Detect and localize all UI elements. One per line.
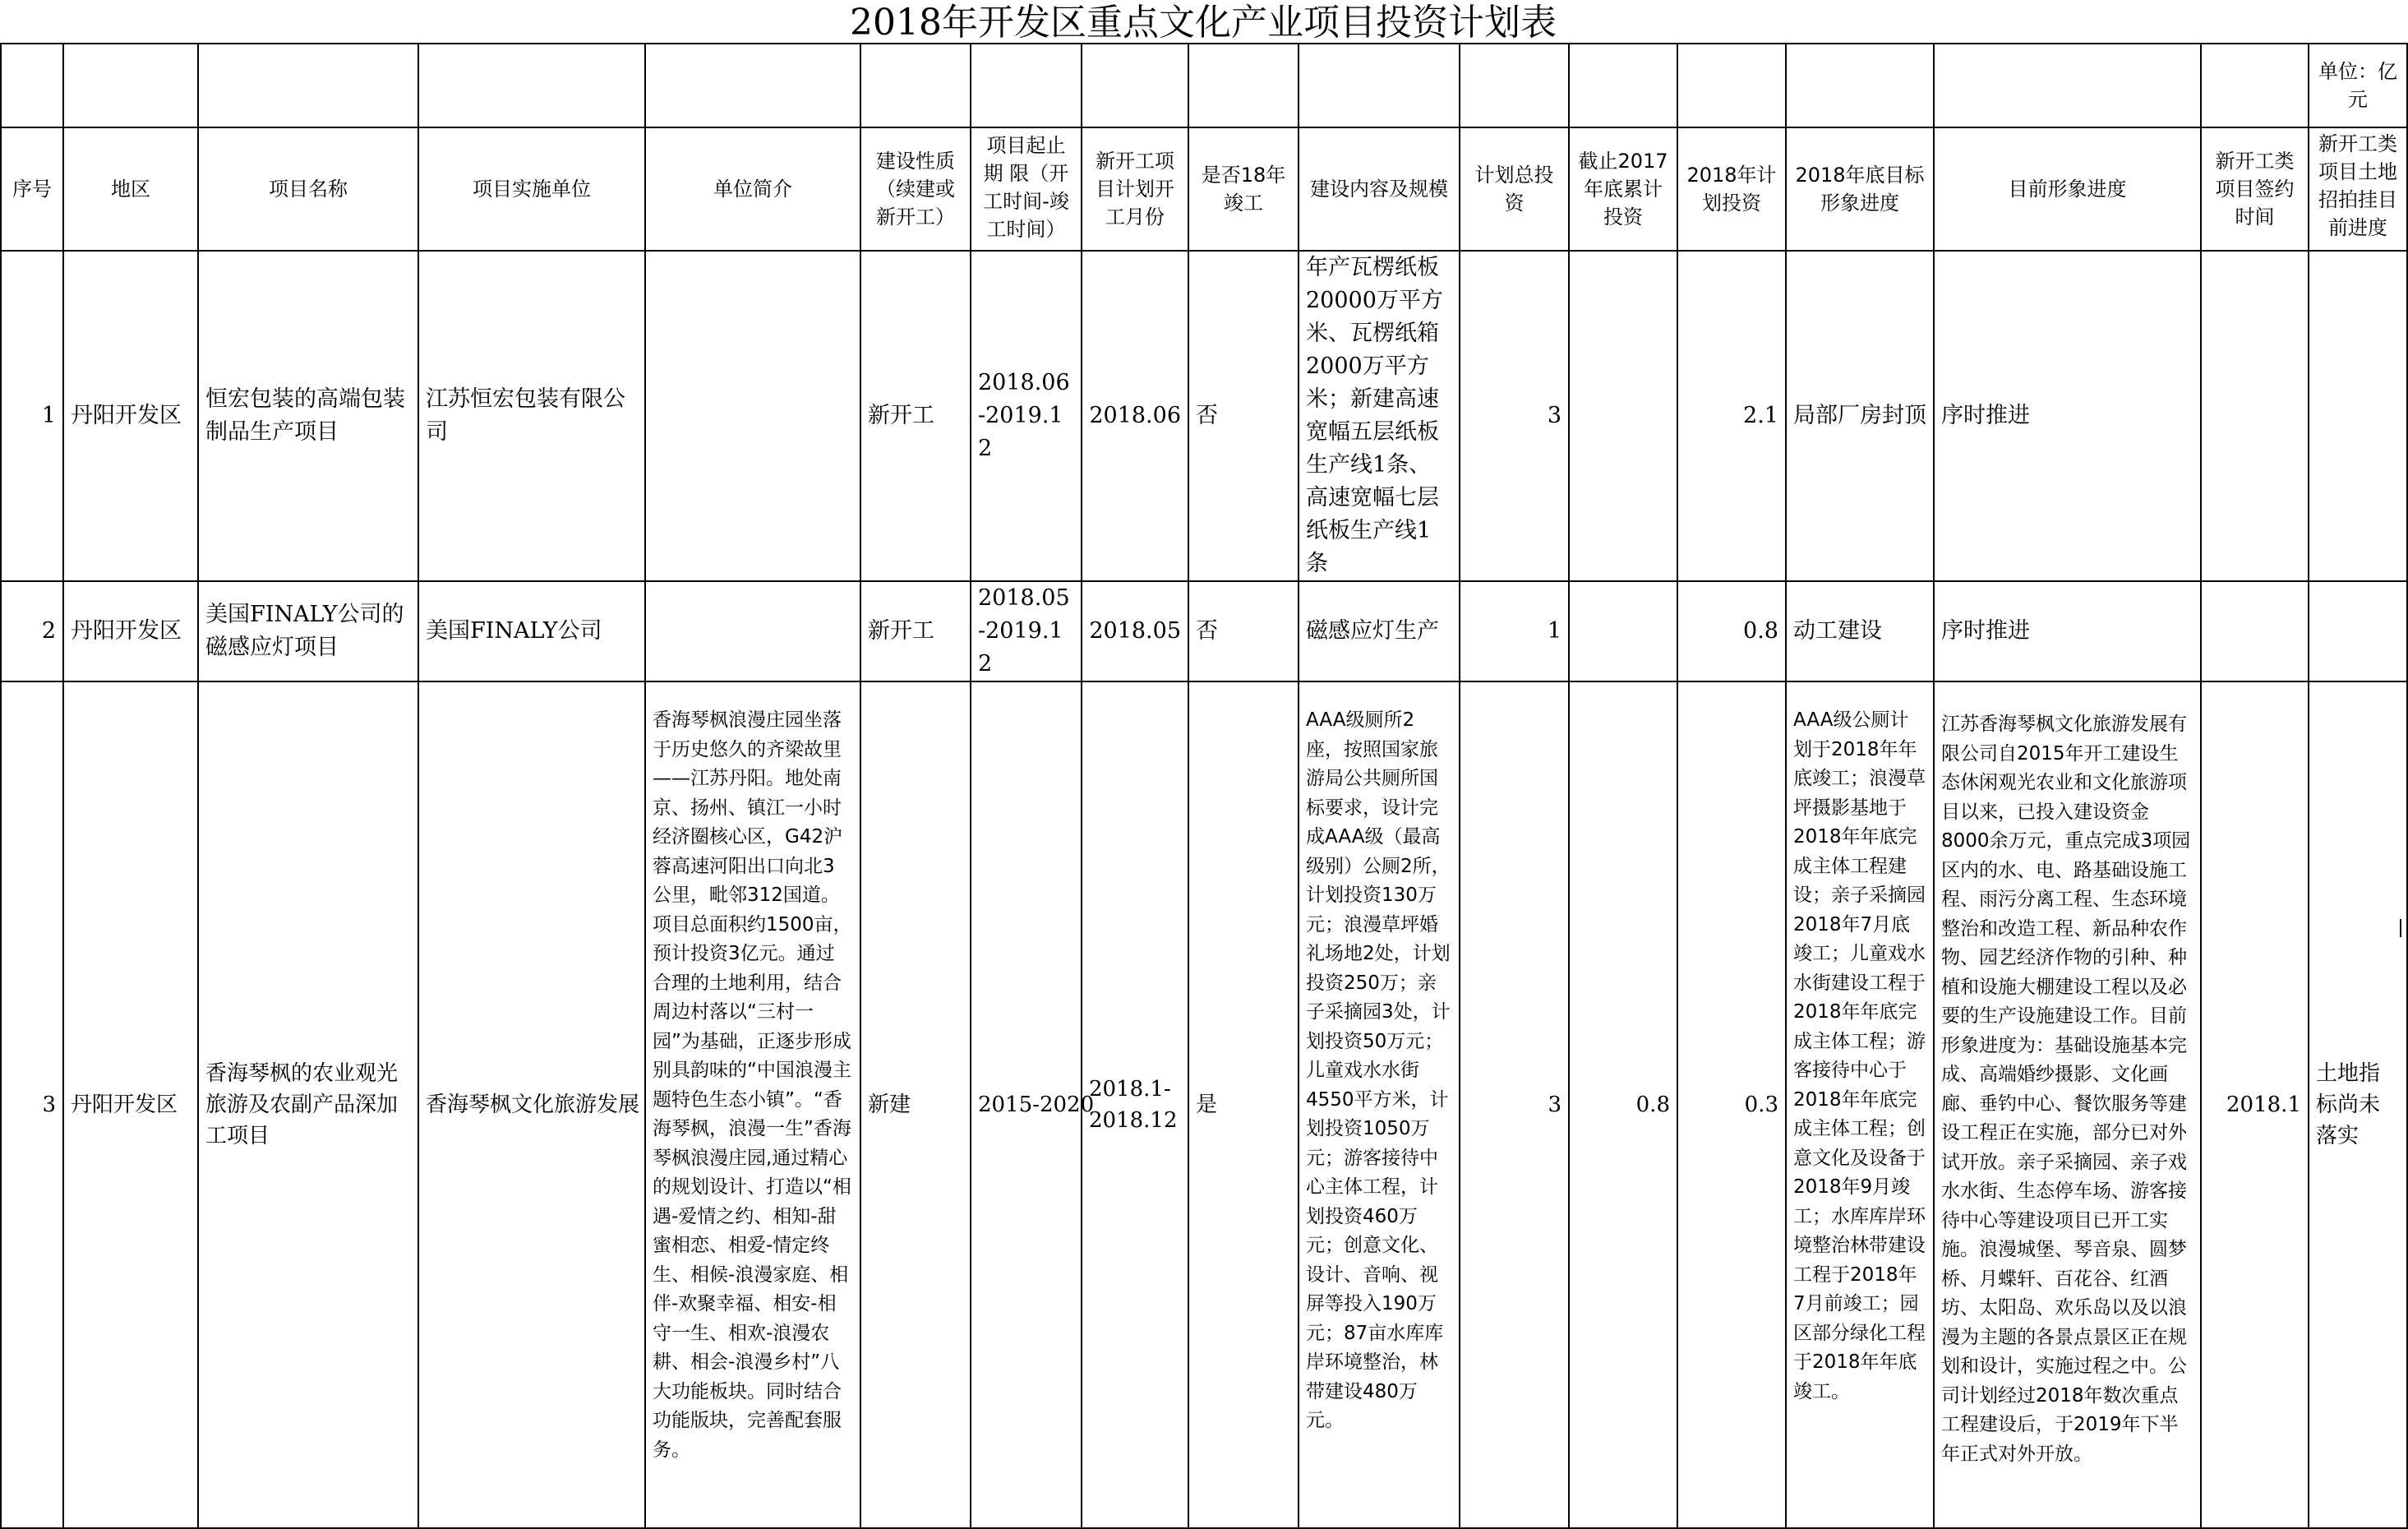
cell-project-name: 恒宏包装的高端包装制品生产项目 bbox=[198, 251, 418, 581]
cell bbox=[1299, 44, 1460, 127]
cell-target-2018 bbox=[1786, 681, 1934, 1528]
table-row bbox=[1, 251, 2407, 581]
cell-period: 2018.06-2019.12 bbox=[971, 251, 1082, 581]
cell-unit-name: 美国FINALY公司 bbox=[418, 581, 645, 681]
cell-target-2018: 动工建设 bbox=[1786, 581, 1934, 681]
cell-target-2018: 局部厂房封顶 bbox=[1786, 251, 1934, 581]
table-row bbox=[1, 581, 2407, 681]
header-period bbox=[971, 127, 1082, 251]
cell-sign-time: 2018.1 bbox=[2201, 681, 2309, 1528]
cell-period: 2018.05-2019.12 bbox=[971, 581, 1082, 681]
header-sign-time: 新开工类项目签约时间 bbox=[2201, 127, 2309, 251]
cell-plan-2018: 0.3 bbox=[1677, 681, 1786, 1528]
cell-plan-2018: 2.1 bbox=[1677, 251, 1786, 581]
header-complete-2018: 是否18年竣工 bbox=[1188, 127, 1299, 251]
cell bbox=[1460, 44, 1569, 127]
cell-project-name: 香海琴枫的农业观光旅游及农副产品深加工项目 bbox=[198, 681, 418, 1528]
cell-project-name: 美国FINALY公司的磁感应灯项目 bbox=[198, 581, 418, 681]
cell-complete-2018: 是 bbox=[1188, 681, 1299, 1528]
cell-total-invest: 3 bbox=[1460, 681, 1569, 1528]
cell-start-month: 2018.06 bbox=[1082, 251, 1188, 581]
cell-plan-2018: 0.8 bbox=[1677, 581, 1786, 681]
header-seq: 序号 bbox=[1, 127, 63, 251]
cell-unit-intro bbox=[645, 581, 860, 681]
cell-complete-2018: 否 bbox=[1188, 251, 1299, 581]
table-row bbox=[1, 681, 2407, 1528]
cell-region: 丹阳开发区 bbox=[63, 681, 198, 1528]
cell bbox=[1082, 44, 1188, 127]
header-content: 建设内容及规模 bbox=[1299, 127, 1460, 251]
cell bbox=[1, 44, 63, 127]
sheet-title: 2018年开发区重点文化产业项目投资计划表 bbox=[850, 2, 1557, 44]
cell-sign-time bbox=[2201, 251, 2309, 581]
cell-seq: 1 bbox=[1, 251, 63, 581]
cell bbox=[1569, 44, 1677, 127]
cell-complete-2018: 否 bbox=[1188, 581, 1299, 681]
cell bbox=[645, 44, 860, 127]
header-region: 地区 bbox=[63, 127, 198, 251]
cell-content-text: AAA级厕所2座，按照国家旅游局公共厕所国标要求，设计完成AAA级（最高级别）公厕2所，计划投资130万元；浪漫草坪婚礼场地2处，计划投资250万；亲子采摘园3处，计划投资50万元；儿童戏水水街4550平方米，计划投资1050万元；游客接待中心主体工程，计划投资460万元；创意文化、设计、音响、视屏等投入190万元；87亩水库库岸环境整治，林带建设480万元。 bbox=[1306, 709, 1451, 1431]
cell bbox=[198, 44, 418, 127]
unit-row bbox=[1, 44, 2407, 127]
cell-total-invest: 3 bbox=[1460, 251, 1569, 581]
cell-unit-name: 香海琴枫文化旅游发展 bbox=[418, 681, 645, 1528]
cell-start-month: 2018.05 bbox=[1082, 581, 1188, 681]
header-land-progress-text: 新开工类项目土地招拍挂目前进度 bbox=[2318, 132, 2397, 239]
cell-progress-text: 江苏香海琴枫文化旅游发展有限公司自2015年开工建设生态休闲观光农业和文化旅游项目以来，已投入建设资金8000余万元，重点完成3项园区内的水、电、路基础设施工程、雨污分离工程、生态环境整治和改造工程、新品种农作物、园艺经济作物的引种、种植和设施大棚建设工程以及必要的生产设施建设工作。目前形象进度为：基础设施基本完成、高端婚纱摄影、文化画廊、垂钓中心、餐饮服务等建设工程正在实施，部分已对外试开放。亲子采摘园、亲子戏水水街、生态停车场、游客接待中心等建设项目已开工实施。浪漫城堡、琴音泉、圆梦桥、月蝶轩、百花谷、红酒坊、太阳岛、欢乐岛以及以浪漫为主题的各景点景区正在规划和设计，实施过程之中。公司计划经过2018年数次重点工程建设后，于2019年下半年正式对外开放。 bbox=[1941, 714, 2191, 1465]
cell-cum-2017 bbox=[1569, 251, 1677, 581]
cell bbox=[860, 44, 971, 127]
header-unit-name: 项目实施单位 bbox=[418, 127, 645, 251]
cell bbox=[1188, 44, 1299, 127]
spreadsheet bbox=[0, 43, 2406, 1513]
cell-content bbox=[1299, 681, 1460, 1528]
cell-land-progress bbox=[2309, 251, 2407, 581]
cell-seq: 2 bbox=[1, 581, 63, 681]
cell-land-progress bbox=[2309, 581, 2407, 681]
cell-total-invest: 1 bbox=[1460, 581, 1569, 681]
unit-label: 单位：亿元 bbox=[2309, 44, 2407, 127]
header-period-text: 项目起止期 限（开工时间-竣工时间） bbox=[983, 134, 1069, 241]
cell-cum-2017 bbox=[1569, 581, 1677, 681]
cell-content: 磁感应灯生产 bbox=[1299, 581, 1460, 681]
cell-region: 丹阳开发区 bbox=[63, 581, 198, 681]
cell-nature: 新建 bbox=[860, 681, 971, 1528]
header-target-2018: 2018年底目标形象进度 bbox=[1786, 127, 1934, 251]
cell-target-2018-text: AAA级公厕计划于2018年年底竣工；浪漫草坪摄影基地于2018年年底完成主体工程建设；亲子采摘园2018年7月底竣工；儿童戏水水街建设工程于2018年年底完成主体工程；游客接待中心于2018年年底完成主体工程；创意文化及设备于2018年9月竣工；水库库岸环境整治林带建设工程于2018年7月前竣工；园区部分绿化工程于2018年年底竣工。 bbox=[1793, 709, 1926, 1402]
header-total-invest: 计划总投资 bbox=[1460, 127, 1569, 251]
cell-start-month: 2018.1-2018.12 bbox=[1082, 681, 1188, 1528]
cell bbox=[1786, 44, 1934, 127]
header-unit-intro: 单位简介 bbox=[645, 127, 860, 251]
header-project-name: 项目名称 bbox=[198, 127, 418, 251]
cell-content: 年产瓦楞纸板20000万平方米、瓦楞纸箱2000万平方米；新建高速宽幅五层纸板生产线1条、高速宽幅七层纸板生产线1条 bbox=[1299, 251, 1460, 581]
cell bbox=[63, 44, 198, 127]
cell-unit-name: 江苏恒宏包装有限公司 bbox=[418, 251, 645, 581]
cell-sign-time bbox=[2201, 581, 2309, 681]
cell-cum-2017: 0.8 bbox=[1569, 681, 1677, 1528]
cell bbox=[971, 44, 1082, 127]
cell bbox=[1677, 44, 1786, 127]
project-table bbox=[0, 43, 2408, 1529]
header-start-month: 新开工项目计划开工月份 bbox=[1082, 127, 1188, 251]
header-nature: 建设性质（续建或新开工） bbox=[860, 127, 971, 251]
cell-nature: 新开工 bbox=[860, 581, 971, 681]
header-cum-2017: 截止2017年底累计投资 bbox=[1569, 127, 1677, 251]
cell-unit-intro bbox=[645, 251, 860, 581]
header-row bbox=[1, 127, 2407, 251]
cell bbox=[418, 44, 645, 127]
cell-unit-intro-text: 香海琴枫浪漫庄园坐落于历史悠久的齐梁故里——江苏丹阳。地处南京、扬州、镇江一小时经济圈核心区，G42沪蓉高速河阳出口向北3公里，毗邻312国道。项目总面积约1500亩，预计投资3亿元。通过合理的土地利用，结合周边村落以“三村一园”为基础，正逐步形成别具韵味的“中国浪漫主题特色生态小镇”。“香海琴枫，浪漫一生”香海琴枫浪漫庄园,通过精心的规划设计、打造以“相遇-爱情之约、相知-甜蜜相恋、相爱-情定终生、相候-浪漫家庭、相伴-欢聚幸福、相安-相守一生、相欢-浪漫农耕、相会-浪漫乡村”八大功能板块。同时结合功能版块，完善配套服务。 bbox=[653, 709, 852, 1461]
header-plan-2018: 2018年计划投资 bbox=[1677, 127, 1786, 251]
cell-land-progress: 土地指标尚未落实 bbox=[2309, 681, 2407, 1528]
cell-nature: 新开工 bbox=[860, 251, 971, 581]
cell-border-fragment bbox=[2400, 919, 2406, 937]
cell-region: 丹阳开发区 bbox=[63, 251, 198, 581]
cell-progress: 序时推进 bbox=[1934, 581, 2201, 681]
cell bbox=[1934, 44, 2201, 127]
cell-period: 2015-2020 bbox=[971, 681, 1082, 1528]
header-progress: 目前形象进度 bbox=[1934, 127, 2201, 251]
header-land-progress bbox=[2309, 127, 2407, 251]
cell-unit-intro bbox=[645, 681, 860, 1528]
cell-seq: 3 bbox=[1, 681, 63, 1528]
cell-progress: 序时推进 bbox=[1934, 251, 2201, 581]
cell bbox=[2201, 44, 2309, 127]
cell-progress bbox=[1934, 681, 2201, 1528]
